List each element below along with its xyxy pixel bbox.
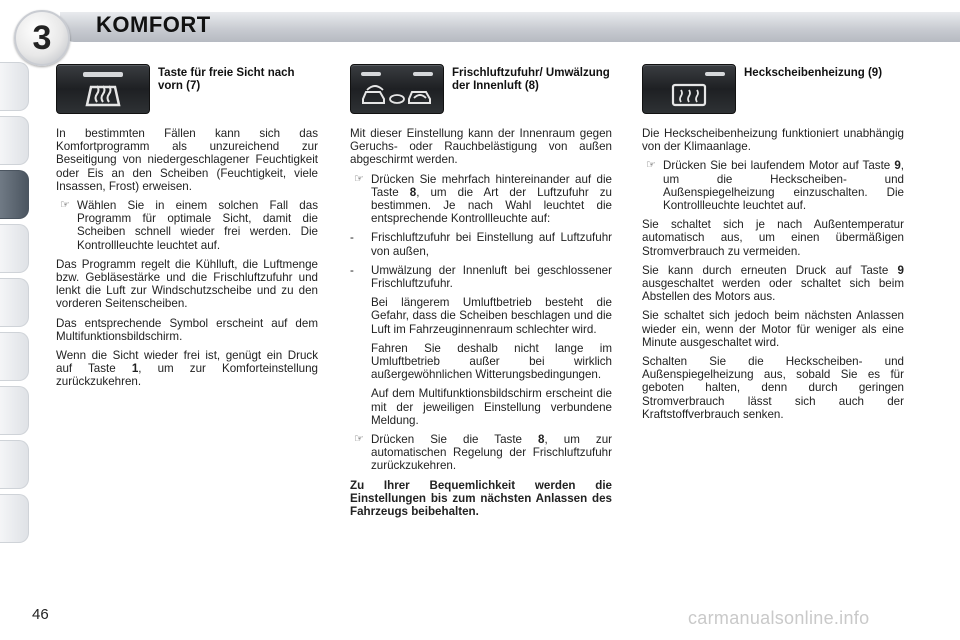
instruction-item: ☞ Drücken Sie bei laufendem Motor auf Taste 9, um die Heckscheiben- und Außenspiegelheizung einzuschalten. Die Kontrollleuchte leuchtet auf. [646, 159, 904, 213]
list-item: - Umwälzung der Innenluft bei geschlossener Frischluftzufuhr. [350, 263, 612, 291]
instruction-item: ☞ Drücken Sie die Taste 8, um zur automatischen Regelung der Frischluftzufuhr zurückzukehren. [354, 433, 612, 473]
list-item: - Frischluftzufuhr bei Einstellung auf Luftzufuhr von außen, [350, 231, 612, 258]
paragraph: Auf dem Multifunktionsbildschirm erscheint die mit der jeweiligen Einstellung verbundene Meldung. [371, 387, 612, 427]
instruction-item: ☞ Drücken Sie mehrfach hintereinander auf die Taste 8, um die Art der Luftzufuhr zu bestimmen. Je nach Wahl leuchtet die entsprechende Kontrollleuchte auf: [354, 172, 612, 226]
watermark: carmanualsonline.info [688, 608, 870, 628]
section-air-recirculation [350, 64, 612, 524]
section-title: Taste für freie Sicht nach vorn (7) [158, 67, 295, 92]
instruction-item [56, 199, 318, 252]
dash-marker: - [350, 231, 354, 245]
paragraph: Fahren Sie deshalb nicht lange im Umluftbetrieb außer bei wirklich außergewöhnlichen Witterungsbedingungen. [371, 341, 612, 382]
key-number: 8 [409, 185, 417, 199]
chapter-tab-8[interactable] [0, 440, 29, 489]
pointing-hand-icon: ☞ [354, 433, 364, 446]
chapter-tabs [0, 62, 36, 548]
chapter-tab-7[interactable] [0, 386, 29, 435]
chapter-tab-9[interactable] [0, 494, 29, 543]
chapter-tab-1[interactable] [0, 62, 29, 111]
pointing-hand-icon: ☞ [60, 199, 70, 212]
paragraph: Das Programm regelt die Kühlluft, die Luftmenge bzw. Gebläsestärke und die Frischluftzufuhr und lenkt die Luft zur Windschutzscheibe und zu den vorderen Seitenscheiben. [56, 257, 318, 311]
pointing-hand-icon: ☞ [354, 172, 364, 185]
paragraph: Schalten Sie die Heckscheiben- und Außenspiegelheizung aus, sobald Sie es für geboten halten, denn durch geringen Stromverbrauch lässt sich auch der Kraftstoffverbrauch senken. [642, 355, 904, 421]
paragraph: Mit dieser Einstellung kann der Innenraum gegen Geruchs- oder Rauchbelästigung von außen abgeschirmt werden. [350, 127, 612, 167]
paragraph: Sie schaltet sich jedoch beim nächsten Anlassen wieder ein, wenn der Motor für weniger als eine Minute ausgeschaltet wird. [642, 309, 904, 349]
pointing-hand-icon: ☞ [646, 159, 656, 172]
instruction-text: Wählen Sie in einem solchen Fall das Programm für optimale Sicht, damit die Scheiben schnell wieder frei werden. Die Kontrollleuchte leuchtet auf. [77, 199, 318, 252]
key-number: 9 [894, 159, 901, 173]
note-paragraph: Zu Ihrer Bequemlichkeit werden die Einstellungen bis zum nächsten Anlassen des Fahrzeugs beibehalten. [350, 478, 612, 519]
paragraph: Das entsprechende Symbol erscheint auf dem Multifunktionsbildschirm. [56, 316, 318, 343]
section-title: Heckscheibenheizung (9) [744, 67, 883, 79]
paragraph: Sie kann durch erneuten Druck auf Taste 9 ausgeschaltet werden oder schaltet sich beim Abstellen des Motors aus. [642, 263, 904, 304]
chapter-tab-4[interactable] [0, 224, 29, 273]
chapter-number-badge: 3 [14, 10, 70, 66]
key-number: 9 [897, 263, 904, 277]
chapter-tab-3-active[interactable] [0, 170, 29, 219]
dash-marker: - [350, 263, 354, 277]
rear-window-heating-icon [642, 64, 736, 114]
section-title: Frischluftzufuhr/ Umwälzung der Innenluft (8) [452, 67, 610, 92]
chapter-tab-2[interactable] [0, 116, 29, 165]
chapter-title: KOMFORT [96, 12, 211, 37]
page-number: 46 [32, 606, 49, 623]
windshield-defrost-icon [56, 64, 150, 114]
paragraph: In bestimmten Fällen kann sich das Komfortprogramm als unzureichend zur Beseitigung von niedergeschlagener Feuchtigkeit oder Eis an den Scheiben (Feuchtigkeit, viele Insassen, Frost) erweisen. [56, 127, 318, 193]
paragraph: Wenn die Sicht wieder frei ist, genügt ein Druck auf Taste 1, um zur Komforteinstellung zurückzukehren. [56, 349, 318, 389]
air-recirculation-icon [350, 64, 444, 114]
section-rear-window-heating [642, 64, 904, 427]
chapter-tab-6[interactable] [0, 332, 29, 381]
page-header [0, 0, 960, 57]
paragraph: Sie schaltet sich je nach Außentemperatur automatisch aus, um einen übermäßigen Stromverbrauch zu vermeiden. [642, 218, 904, 258]
paragraph: Bei längerem Umluftbetrieb besteht die Gefahr, dass die Scheiben beschlagen und die Luft im Fahrzeuginnenraum schlechter wird. [371, 296, 612, 336]
chapter-tab-5[interactable] [0, 278, 29, 327]
section-front-visibility [56, 64, 318, 395]
key-number: 8 [538, 433, 545, 447]
paragraph: Die Heckscheibenheizung funktioniert unabhängig von der Klimaanlage. [642, 127, 904, 154]
key-number: 1 [131, 362, 139, 376]
